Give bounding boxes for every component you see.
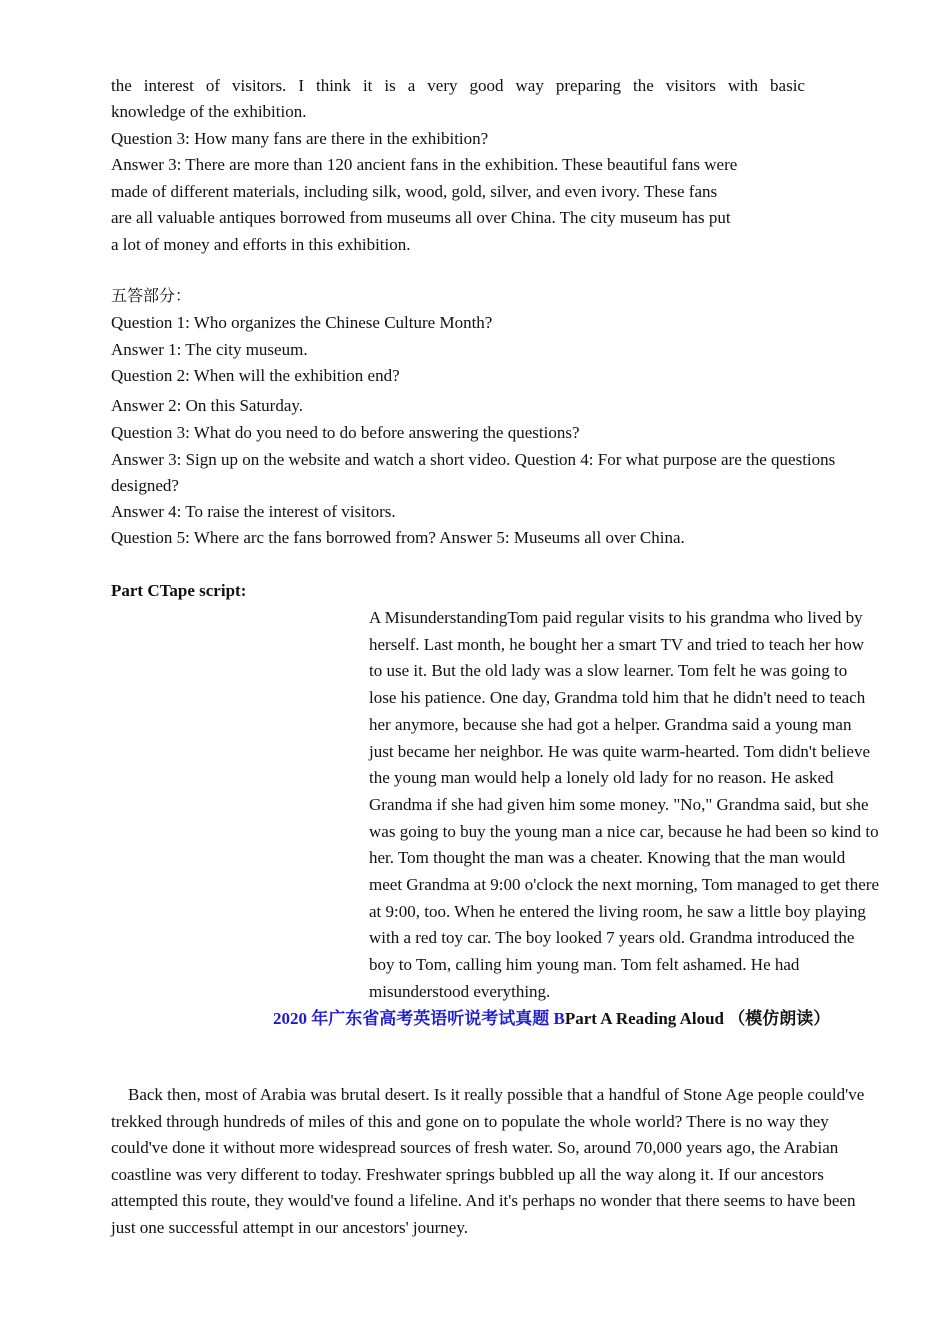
story-line: Grandma if she had given him some money. "No," Grandma said, but she	[369, 794, 869, 814]
five-answers-line: Question 3: What do you need to do before answering the questions?	[111, 423, 580, 442]
story-line: misunderstood everything.	[369, 981, 551, 1001]
five-answers-heading: 五答部分：	[111, 286, 192, 305]
answer2-continuation-line: the interest of visitors. I think it is a very good way preparing the visitors with basic	[111, 76, 805, 95]
story-line: with a red toy car. The boy looked 7 years old. Grandma introduced the	[369, 928, 855, 948]
story-line: to use it. But the old lady was a slow learner. Tom felt he was going to	[369, 661, 848, 681]
story-line: the young man would help a lonely old lady for no reason. He asked	[369, 768, 834, 788]
story-line: at 9:00, too. When he entered the living room, he saw a little boy playing	[369, 901, 866, 921]
five-answers-line: Answer 4: To raise the interest of visitors.	[111, 502, 396, 521]
reading-line: could've done it without more widespread sources of fresh water. So, around 70,000 years ago, the Arabian	[111, 1138, 839, 1158]
story-line: boy to Tom, calling him young man. Tom felt ashamed. He had	[369, 955, 800, 975]
story-line: was going to buy the young man a nice car, because he had been so kind to	[369, 821, 879, 841]
section-title-en: Part A Reading Aloud	[564, 1009, 725, 1028]
part-c-heading: Part CTape script:	[111, 581, 247, 600]
five-answers-line: Question 1: Who organizes the Chinese Culture Month?	[111, 313, 493, 332]
story-line: meet Grandma at 9:00 o'clock the next morning, Tom managed to get there	[369, 875, 879, 895]
reading-line: attempted this route, they would've found a lifeline. And it's perhaps no wonder that there seems to have been	[111, 1191, 856, 1211]
answer-3-line: a lot of money and efforts in this exhibition.	[111, 235, 411, 254]
reading-line: trekked through hundreds of miles of this and gone on to populate the whole world? There is no way they	[111, 1111, 829, 1131]
five-answers-line: Answer 1: The city museum.	[111, 340, 308, 359]
section-title	[273, 1008, 830, 1030]
reading-aloud-paragraph	[111, 1082, 950, 1242]
reading-line: just one successful attempt in our ancestors' journey.	[111, 1217, 468, 1237]
section-title-cn: 2020 年广东省高考英语听说考试真题 B	[273, 1009, 565, 1028]
story-line: herself. Last month, he bought her a smart TV and tried to teach her how	[369, 634, 865, 654]
five-answers-line: Question 2: When will the exhibition end?	[111, 366, 400, 385]
five-answers-line: designed?	[111, 476, 179, 495]
story-line: her. Tom thought the man was a cheater. Knowing that the man would	[369, 848, 846, 868]
answer-3-line: Answer 3: There are more than 120 ancient fans in the exhibition. These beautiful fans were	[111, 155, 738, 174]
five-answers-line: Answer 3: Sign up on the website and watch a short video. Question 4: For what purpose are the questions	[111, 450, 836, 469]
tape-script-story	[369, 605, 950, 1006]
section-title-suffix: （模仿朗读）	[728, 1009, 831, 1028]
answer2-continuation-line: knowledge of the exhibition.	[111, 102, 307, 121]
story-line: A MisunderstandingTom paid regular visits to his grandma who lived by	[369, 608, 863, 627]
answer-3-line: are all valuable antiques borrowed from museums all over China. The city museum has put	[111, 208, 731, 227]
question-3: Question 3: How many fans are there in the exhibition?	[111, 129, 489, 148]
five-answers-line: Answer 2: On this Saturday.	[111, 396, 304, 415]
story-line: lose his patience. One day, Grandma told him that he didn't need to teach	[369, 688, 866, 708]
answer-3-line: made of different materials, including silk, wood, gold, silver, and even ivory. These fans	[111, 182, 718, 201]
reading-line: Back then, most of Arabia was brutal desert. Is it really possible that a handful of Stone Age people could've	[111, 1085, 865, 1104]
story-line: her anymore, because she had got a helper. Grandma said a young man	[369, 714, 852, 734]
five-answers-line: Question 5: Where arc the fans borrowed from? Answer 5: Museums all over China.	[111, 528, 685, 547]
story-line: just became her neighbor. He was quite warm-hearted. Tom didn't believe	[369, 741, 871, 761]
reading-line: coastline was very different to today. Freshwater springs bubbled up all the way along it. If our ancestors	[111, 1164, 824, 1184]
